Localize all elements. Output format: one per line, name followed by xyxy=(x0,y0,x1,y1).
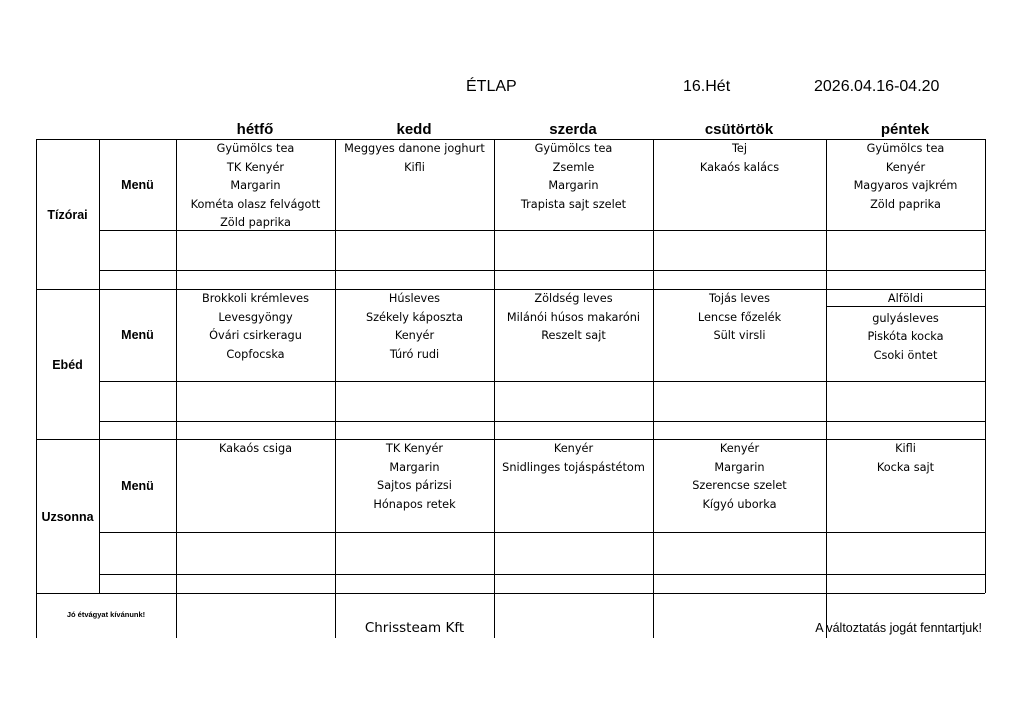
day-header: csütörtök xyxy=(704,121,774,138)
dish-item: Kakaós kalács xyxy=(699,160,780,174)
dish-item: Kifli xyxy=(404,160,425,174)
dish-item: Csoki öntet xyxy=(873,348,938,362)
day-header: péntek xyxy=(880,121,930,138)
row-divider xyxy=(99,270,985,271)
dish-item: Tojás leves xyxy=(708,292,771,305)
dish-item: Sajtos párizsi xyxy=(377,479,452,492)
dish-item: Húsleves xyxy=(388,292,441,305)
date-range: 2026.04.16-04.20 xyxy=(814,78,940,95)
dish-item: Kakaós csiga xyxy=(218,442,293,455)
dish-item: Piskóta kocka xyxy=(867,330,944,343)
menu-cell xyxy=(826,440,985,477)
menu-title: ÉTLAP xyxy=(466,78,517,95)
dish-item: Snidlinges tojáspástétom xyxy=(502,460,645,474)
menu-cell xyxy=(176,290,335,364)
dish-item: Margarin xyxy=(714,460,765,474)
dish-item: Tej xyxy=(731,142,748,155)
menu-label: Menü xyxy=(121,328,154,342)
dish-item: TK Kenyér xyxy=(385,442,444,455)
dish-item: Kenyér xyxy=(553,442,594,455)
dish-item: Zsemle xyxy=(552,160,595,174)
dish-item: Kenyér xyxy=(719,442,760,455)
menu-cell xyxy=(494,290,653,346)
menu-label: Menü xyxy=(121,479,154,493)
menu-cell xyxy=(335,440,494,514)
day-header: kedd xyxy=(396,121,432,138)
dish-item: Reszelt sajt xyxy=(541,329,606,342)
row-divider xyxy=(99,574,985,575)
dish-item: gulyásleves xyxy=(872,311,939,325)
dish-item: Zöldség leves xyxy=(534,292,613,305)
menu-cell xyxy=(826,290,985,365)
dish-item: Lencse főzelék xyxy=(697,310,782,324)
meal-label: Ebéd xyxy=(52,358,83,372)
dish-item: Hónapos retek xyxy=(373,497,456,511)
dish-item: Meggyes danone joghurt xyxy=(344,142,485,155)
dish-item: Kocka sajt xyxy=(876,460,935,474)
dish-item: Gyümölcs tea xyxy=(866,142,945,155)
disclaimer-text: A változtatás jogát fenntartjuk! xyxy=(815,621,982,635)
menu-cell xyxy=(653,140,826,177)
dish-item: Milánói húsos makaróni xyxy=(506,310,641,324)
dish-item: Levesgyöngy xyxy=(218,310,293,324)
row-divider xyxy=(99,421,985,422)
dish-item: Kométa olasz felvágott xyxy=(190,197,321,211)
dish-item: TK Kenyér xyxy=(226,160,285,174)
menu-cell xyxy=(176,440,335,459)
column-divider xyxy=(653,139,654,638)
menu-cell xyxy=(494,140,653,214)
dish-item: Magyaros vajkrém xyxy=(853,179,958,192)
dish-item: Sült virsli xyxy=(713,329,766,342)
table-right-border xyxy=(985,139,986,593)
dish-item: Kifli xyxy=(895,442,916,455)
menu-cell xyxy=(176,140,335,233)
dish-item: Óvári csirkeragu xyxy=(209,329,302,342)
menu-cell xyxy=(494,440,653,477)
dish-item: Szerencse szelet xyxy=(692,479,787,492)
day-header: hétfő xyxy=(236,121,274,138)
dish-item: Kenyér xyxy=(394,329,435,342)
dish-item: Zöld paprika xyxy=(220,216,291,229)
dish-item: Gyümölcs tea xyxy=(534,142,613,155)
menu-cell xyxy=(653,440,826,514)
dish-item: Margarin xyxy=(548,179,599,192)
dish-item: Kígyó uborka xyxy=(702,497,777,511)
dish-item: Kenyér xyxy=(885,160,926,174)
meal-label: Uzsonna xyxy=(41,510,94,524)
column-divider xyxy=(335,139,336,638)
meal-divider xyxy=(36,593,985,594)
row-divider xyxy=(99,381,985,382)
dish-item: Trapista sajt szelet xyxy=(520,197,627,211)
menu-cell xyxy=(335,290,494,364)
company-name: Chrissteam Kft xyxy=(364,620,465,636)
menu-label: Menü xyxy=(121,178,154,192)
greeting-text: Jó étvágyat kívánunk! xyxy=(66,610,146,619)
dish-item: Székely káposzta xyxy=(365,310,464,324)
dish-item: Gyümölcs tea xyxy=(216,142,295,155)
dish-item: Alföldi xyxy=(887,292,924,305)
dish-item: Copfocska xyxy=(226,347,285,361)
column-divider xyxy=(99,139,100,593)
dish-item: Margarin xyxy=(230,179,281,192)
menu-cell xyxy=(335,140,494,177)
menu-cell xyxy=(826,140,985,214)
menu-cell xyxy=(653,290,826,346)
dish-item: Margarin xyxy=(389,460,440,474)
week-label: 16.Hét xyxy=(683,78,731,95)
day-header: szerda xyxy=(549,121,597,138)
dish-item: Túró rudi xyxy=(389,347,440,361)
meal-label: Tízórai xyxy=(47,208,88,222)
dish-item: Zöld paprika xyxy=(870,197,941,211)
dish-item: Brokkoli krémleves xyxy=(201,292,310,305)
row-divider xyxy=(99,532,985,533)
